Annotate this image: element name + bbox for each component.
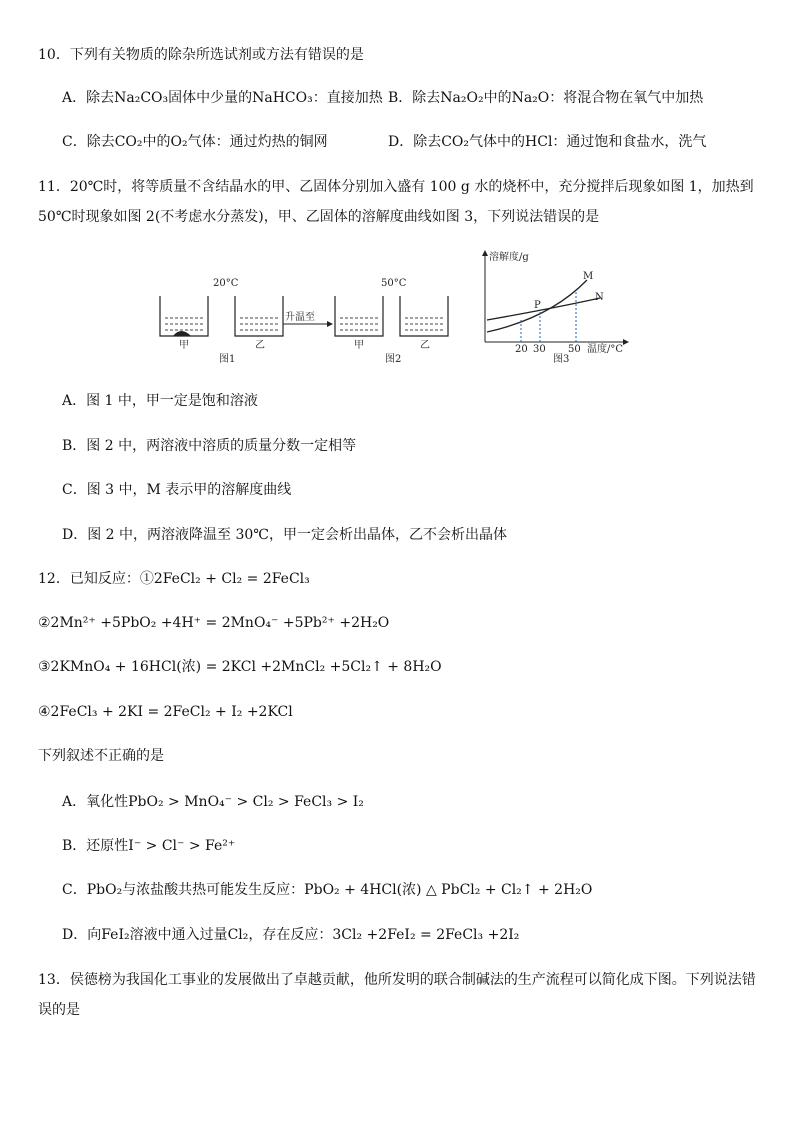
beaker-jia-fig2 — [335, 296, 383, 336]
undissolved-solid — [173, 331, 191, 336]
fig3-y-axis-label: 溶解度/g — [489, 252, 529, 263]
q13-stem-line2: 误的是 — [38, 1002, 80, 1018]
q10-option-a: A．除去Na₂CO₃固体中少量的NaHCO₃：直接加热 — [62, 90, 383, 106]
q12-option-d: D．向FeI₂溶液中通入过量Cl₂，存在反应：3Cl₂ +2FeI₂ = 2FeCl₃ +2I₂ — [62, 927, 520, 943]
q11-option-c: C．图 3 中，M 表示甲的溶解度曲线 — [62, 482, 292, 498]
fig2-label-yi: 乙 — [420, 340, 430, 351]
q11-stem-line2: 50℃时现象如图 2(不考虑水分蒸发)，甲、乙固体的溶解度曲线如图 3，下列说法错误的是 — [38, 209, 600, 225]
point-p-label: P — [534, 300, 541, 311]
fig1-label-yi: 乙 — [255, 340, 265, 351]
x-tick-50: 50 — [568, 344, 581, 355]
q13-stem-line1: 13．侯德榜为我国化工事业的发展做出了卓越贡献，他所发明的联合制碱法的生产流程可以简化成下图。下列说法错 — [38, 972, 756, 988]
beaker-jia-fig1 — [160, 296, 208, 336]
curve-n — [487, 298, 600, 320]
beaker-yi-fig1 — [235, 296, 283, 336]
fig2-label-jia: 甲 — [354, 340, 364, 351]
fig3-axes — [482, 250, 629, 345]
x-tick-20: 20 — [515, 344, 528, 355]
q11-stem-line1: 11．20℃时，将等质量不含结晶水的甲、乙固体分别加入盛有 100 g 水的烧杯中，充分搅拌后现象如图 1，加热到 — [38, 179, 754, 195]
curve-m-label: M — [583, 271, 594, 282]
q11-option-b: B．图 2 中，两溶液中溶质的质量分数一定相等 — [62, 438, 357, 454]
q12-option-c: C．PbO₂与浓盐酸共热可能发生反应：PbO₂ + 4HCl(浓) △ PbCl₂ + Cl₂↑ + 2H₂O — [62, 882, 593, 898]
q12-prompt: 下列叙述不正确的是 — [38, 748, 164, 764]
fig1-label-jia: 甲 — [179, 340, 189, 351]
fig2-caption: 图2 — [385, 354, 402, 365]
q10-stem: 10．下列有关物质的除杂所选试剂或方法有错误的是 — [38, 47, 364, 63]
q10-option-d: D．除去CO₂气体中的HCl：通过饱和食盐水，洗气 — [388, 134, 707, 150]
fig3-x-axis-label: 温度/°C — [587, 344, 624, 355]
q11-figure — [155, 248, 645, 368]
q12-stem: 12．已知反应：①2FeCl₂ + Cl₂ = 2FeCl₃ — [38, 571, 310, 587]
curve-n-label: N — [595, 292, 604, 303]
fig1-caption: 图1 — [219, 354, 236, 365]
q11-option-a: A．图 1 中，甲一定是饱和溶液 — [62, 393, 258, 409]
q11-option-d: D．图 2 中，两溶液降温至 30℃，甲一定会析出晶体，乙不会析出晶体 — [62, 527, 507, 543]
arrow-label: 升温至 — [285, 312, 315, 323]
q12-reaction-4: ④2FeCl₃ + 2KI = 2FeCl₂ + I₂ +2KCl — [38, 704, 293, 720]
q12-option-a: A．氧化性PbO₂ > MnO₄⁻ > Cl₂ > FeCl₃ > I₂ — [62, 794, 364, 810]
q12-reaction-3: ③2KMnO₄ + 16HCl(浓) = 2KCl +2MnCl₂ +5Cl₂↑ + 8H₂O — [38, 659, 442, 675]
q10-option-b: B．除去Na₂O₂中的Na₂O：将混合物在氧气中加热 — [388, 90, 704, 106]
q10-option-c: C．除去CO₂中的O₂气体：通过灼热的铜网 — [62, 134, 328, 150]
q12-reaction-2: ②2Mn²⁺ +5PbO₂ +4H⁺ = 2MnO₄⁻ +5Pb²⁺ +2H₂O — [38, 615, 390, 631]
fig2-temp-label: 50°C — [381, 278, 407, 289]
fig3-caption: 图3 — [553, 354, 570, 365]
x-tick-30: 30 — [533, 344, 546, 355]
beaker-yi-fig2 — [400, 296, 448, 336]
fig1-temp-label: 20°C — [213, 278, 239, 289]
q12-option-b: B．还原性I⁻ > Cl⁻ > Fe²⁺ — [62, 838, 236, 854]
